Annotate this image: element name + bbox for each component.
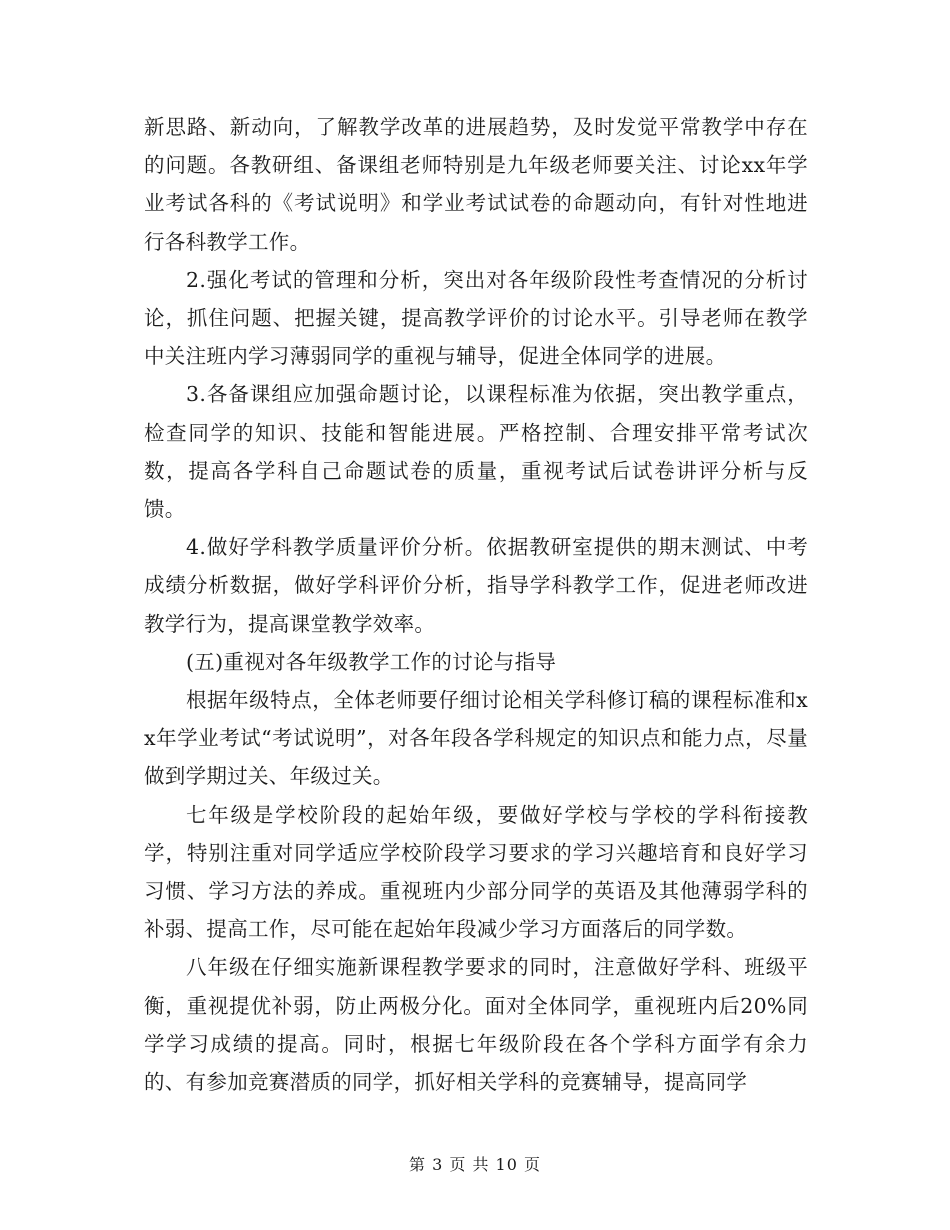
- paragraph-item-2: 2.强化考试的管理和分析，突出对各年级阶段性考查情况的分析讨论，抓住问题、把握关键，提高教学评价的讨论水平。引导老师在教学中关注班内学习薄弱同学的重视与辅导，促进全体同学的进展。: [144, 267, 808, 369]
- page-number-footer: 第 3 页 共 10 页: [409, 1155, 541, 1174]
- paragraph-item-4: 4.做好学科教学质量评价分析。依据教研室提供的期末测试、中考成绩分析数据，做好学科评价分析，指导学科教学工作，促进老师改进教学行为，提高课堂教学效率。: [144, 535, 808, 636]
- paragraph-grade-7: 七年级是学校阶段的起始年级，要做好学校与学校的学科衔接教学，特别注重对同学适应学校阶段学习要求的学习兴趣培育和良好学习习惯、学习方法的养成。重视班内少部分同学的英语及其他薄弱学科的补弱、提高工作，尽可能在起始年段减少学习方面落后的同学数。: [144, 802, 808, 942]
- paragraph-item-3: 3.各备课组应加强命题讨论，以课程标准为依据，突出教学重点，检查同学的知识、技能和智能进展。严格控制、合理安排平常考试次数，提高各学科自己命题试卷的质量，重视考试后试卷讲评分析与反馈。: [144, 382, 808, 522]
- paragraph-grade-overview: 根据年级特点，全体老师要仔细讨论相关学科修订稿的课程标准和xx年学业考试“考试说明”，对各年段各学科规定的知识点和能力点，尽量做到学期过关、年级过关。: [144, 688, 808, 789]
- paragraph-continuation: 新思路、新动向，了解教学改革的进展趋势，及时发觉平常教学中存在的问题。各教研组、备课组老师特别是九年级老师要关注、讨论xx年学业考试各科的《考试说明》和学业考试试卷的命题动向，有针对性地进行各科教学工作。: [144, 115, 808, 254]
- section-heading-5: (五)重视对各年级教学工作的讨论与指导: [186, 649, 557, 674]
- paragraph-grade-8: 八年级在仔细实施新课程教学要求的同时，注意做好学科、班级平衡，重视提优补弱，防止两极分化。面对全体同学，重视班内后20%同学学习成绩的提高。同时，根据七年级阶段在各个学科方面学有余力的、有参加竞赛潜质的同学，抓好相关学科的竞赛辅导，提高同学: [144, 955, 808, 1095]
- document-body: [144, 108, 808, 1101]
